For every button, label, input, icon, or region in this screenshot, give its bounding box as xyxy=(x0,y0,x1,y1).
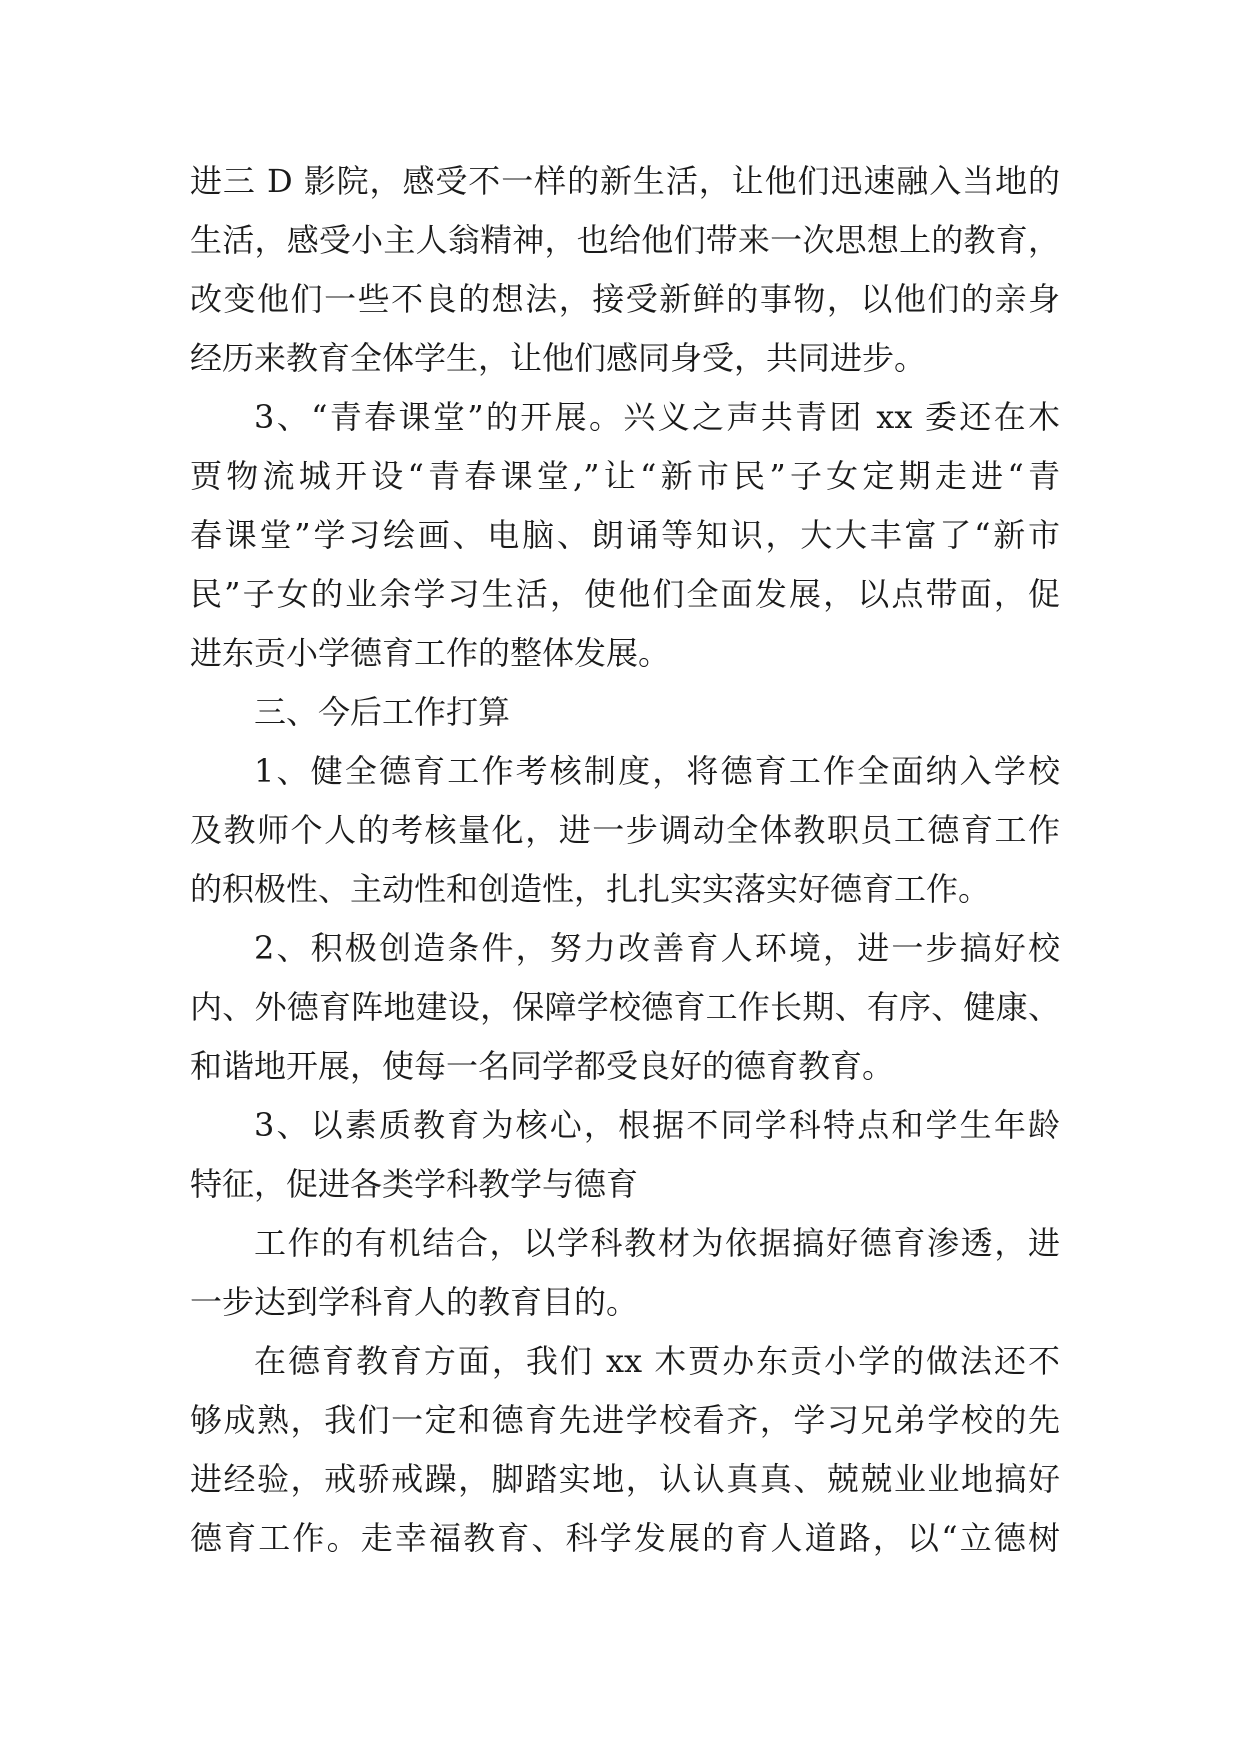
text-line: 1、健全德育工作考核制度，将德育工作全面纳入学校 xyxy=(254,752,1060,790)
text-line: 改变他们一些不良的想法，接受新鲜的事物，以他们的亲身 xyxy=(190,280,1060,318)
text-line: 内、外德育阵地建设，保障学校德育工作长期、有序、健康、 xyxy=(190,988,1060,1026)
text-line: 进三 D 影院，感受不一样的新生活，让他们迅速融入当地的 xyxy=(190,162,1060,200)
text-line: 2、积极创造条件，努力改善育人环境，进一步搞好校 xyxy=(254,929,1060,967)
text-line: 够成熟，我们一定和德育先进学校看齐，学习兄弟学校的先 xyxy=(190,1401,1060,1439)
text-line: 和谐地开展，使每一名同学都受良好的德育教育。 xyxy=(190,1047,895,1085)
text-line: 特征，促进各类学科教学与德育 xyxy=(190,1165,639,1203)
text-line: 3、“青春课堂”的开展。兴义之声共青团 xx 委还在木 xyxy=(254,398,1060,436)
text-line: 民”子女的业余学习生活，使他们全面发展，以点带面，促 xyxy=(190,575,1060,613)
text-line: 一步达到学科育人的教育目的。 xyxy=(190,1283,639,1321)
text-line: 经历来教育全体学生，让他们感同身受，共同进步。 xyxy=(190,339,927,377)
text-line: 德育工作。走幸福教育、科学发展的育人道路，以“立德树 xyxy=(190,1519,1060,1557)
text-line: 工作的有机结合，以学科教材为依据搞好德育渗透，进 xyxy=(254,1224,1060,1262)
text-line: 贾物流城开设“青春课堂,”让“新市民”子女定期走进“青 xyxy=(190,457,1060,495)
text-line: 三、今后工作打算 xyxy=(254,693,511,731)
text-line: 进经验，戒骄戒躁，脚踏实地，认认真真、兢兢业业地搞好 xyxy=(190,1460,1060,1498)
text-line: 进东贡小学德育工作的整体发展。 xyxy=(190,634,671,672)
text-line: 春课堂”学习绘画、电脑、朗诵等知识，大大丰富了“新市 xyxy=(190,516,1060,554)
text-line: 生活，感受小主人翁精神，也给他们带来一次思想上的教育， xyxy=(190,221,1060,259)
document-body xyxy=(190,152,1060,1568)
text-line: 的积极性、主动性和创造性，扎扎实实落实好德育工作。 xyxy=(190,870,991,908)
text-line: 及教师个人的考核量化，进一步调动全体教职员工德育工作 xyxy=(190,811,1060,849)
text-line: 3、以素质教育为核心，根据不同学科特点和学生年龄 xyxy=(254,1106,1060,1144)
text-line: 在德育教育方面，我们 xx 木贾办东贡小学的做法还不 xyxy=(254,1342,1060,1380)
